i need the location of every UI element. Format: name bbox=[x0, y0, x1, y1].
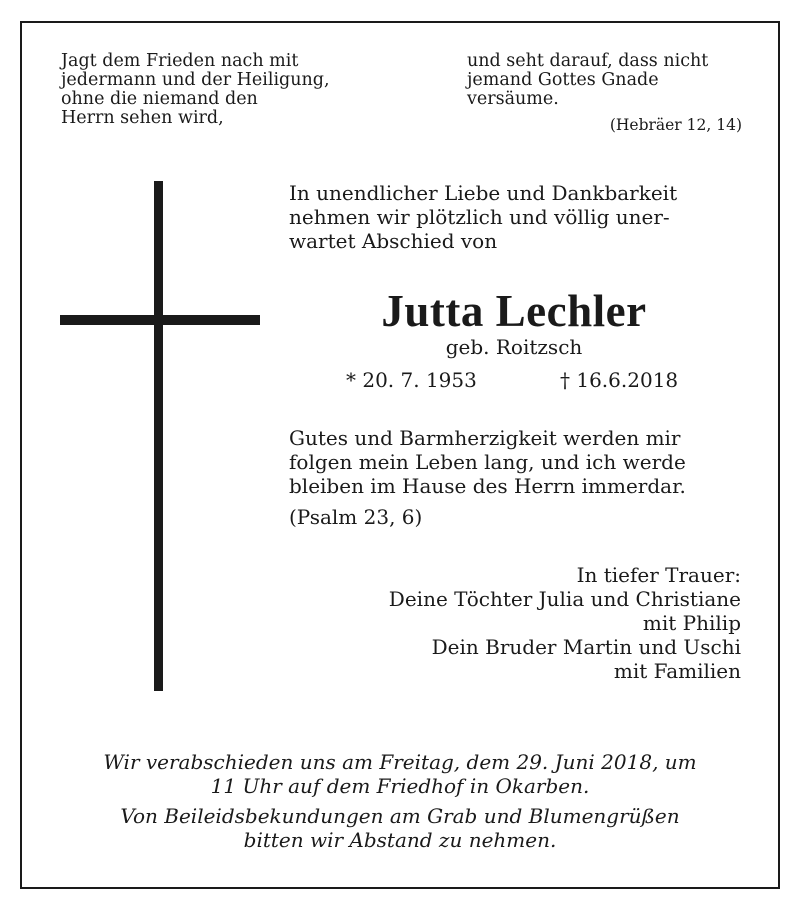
verse-line: versäume. bbox=[467, 89, 559, 109]
maiden-name: geb. Roitzsch bbox=[445, 335, 583, 359]
psalm-reference: (Psalm 23, 6) bbox=[289, 505, 423, 529]
funeral-line: Von Beileidsbekundungen am Grab und Blumengrüßen bbox=[120, 804, 680, 828]
bible-verse-right bbox=[467, 52, 708, 109]
deceased-name: Jutta Lechler bbox=[381, 286, 647, 336]
intro-line: In unendlicher Liebe und Dankbarkeit bbox=[289, 181, 678, 205]
psalm-line: Gutes und Barmherzigkeit werden mir bbox=[289, 426, 681, 450]
verse-reference: (Hebräer 12, 14) bbox=[609, 116, 742, 134]
mourners-line: In tiefer Trauer: bbox=[576, 563, 741, 587]
verse-line: jemand Gottes Gnade bbox=[467, 70, 659, 90]
birth-date: * 20. 7. 1953 bbox=[346, 368, 477, 392]
mourners-line: Deine Töchter Julia und Christiane bbox=[388, 587, 741, 611]
mourners-line: mit Familien bbox=[613, 659, 741, 683]
funeral-notice bbox=[40, 750, 760, 852]
verse-line: Jagt dem Frieden nach mit bbox=[61, 51, 299, 71]
cross-horizontal-bar bbox=[60, 315, 260, 325]
psalm-quote bbox=[289, 426, 686, 498]
intro-line: wartet Abschied von bbox=[289, 229, 498, 253]
cross-vertical-bar bbox=[154, 181, 163, 691]
verse-line: Herrn sehen wird, bbox=[61, 108, 224, 128]
intro-text bbox=[289, 181, 677, 253]
funeral-line: Wir verabschieden uns am Freitag, dem 29. Juni 2018, um bbox=[103, 750, 697, 774]
psalm-line: bleiben im Hause des Herrn immerdar. bbox=[289, 474, 686, 498]
mourners-list bbox=[389, 563, 741, 683]
verse-line: jedermann und der Heiligung, bbox=[61, 70, 330, 90]
verse-line: und seht darauf, dass nicht bbox=[467, 51, 709, 71]
mourners-line: mit Philip bbox=[642, 611, 741, 635]
intro-line: nehmen wir plötzlich und völlig uner- bbox=[289, 205, 670, 229]
verse-line: ohne die niemand den bbox=[61, 89, 258, 109]
mourners-line: Dein Bruder Martin und Uschi bbox=[431, 635, 741, 659]
bible-verse-left bbox=[61, 52, 330, 128]
funeral-line: bitten wir Abstand zu nehmen. bbox=[243, 828, 557, 852]
funeral-line: 11 Uhr auf dem Friedhof in Okarben. bbox=[210, 774, 590, 798]
psalm-line: folgen mein Leben lang, und ich werde bbox=[289, 450, 686, 474]
death-date: † 16.6.2018 bbox=[560, 368, 679, 392]
